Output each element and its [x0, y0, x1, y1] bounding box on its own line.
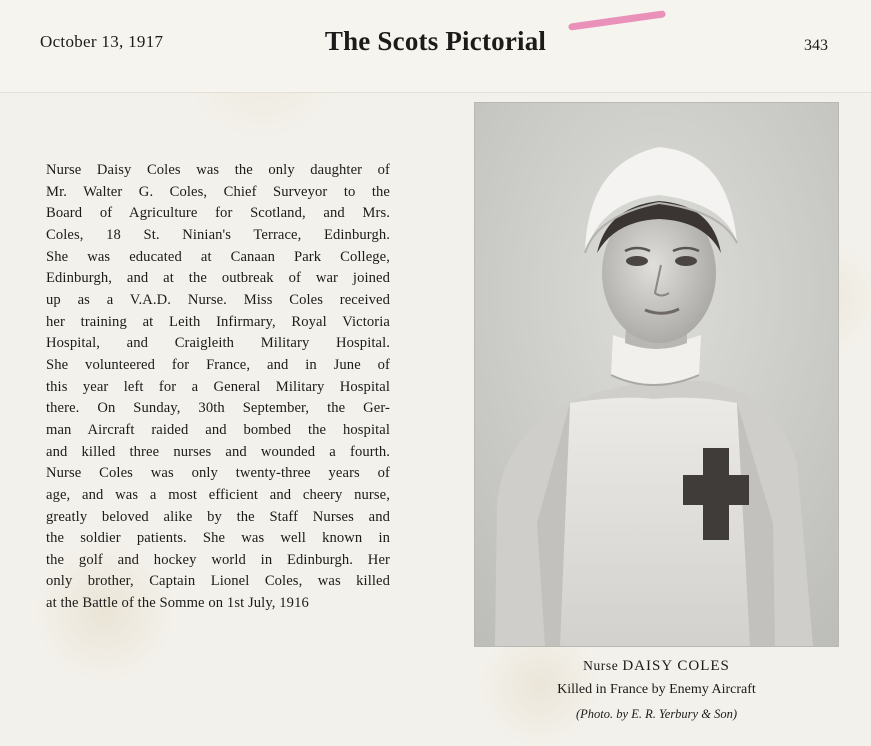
- caption-person-name: DAISY COLES: [622, 658, 730, 674]
- issue-date: October 13, 1917: [40, 32, 164, 51]
- article-line: the golf and hockey world in Edinburgh. Her: [46, 551, 390, 568]
- portrait-illustration: [475, 103, 838, 646]
- article-line: age, and was a most efficient and cheery nurse,: [46, 486, 390, 503]
- article-line: her training at Leith Infirmary, Royal Victoria: [46, 313, 390, 330]
- article-line: up as a V.A.D. Nurse. Miss Coles received: [46, 291, 390, 308]
- article-line: She volunteered for France, and in June of: [46, 356, 390, 373]
- caption-prefix: Nurse: [583, 658, 623, 673]
- newspaper-title: The Scots Pictorial: [324, 26, 547, 56]
- article-line: Nurse Daisy Coles was the only daughter of: [46, 162, 390, 178]
- caption-killed: Killed in France by Enemy Aircraft: [557, 682, 756, 697]
- article-line: there. On Sunday, 30th September, the Ger-: [46, 400, 390, 417]
- article-line: Board of Agriculture for Scotland, and Mrs.: [46, 205, 390, 222]
- photo-credit: (Photo. by E. R. Yerbury & Son): [576, 707, 737, 721]
- article-line: this year left for a General Military Hospital: [46, 378, 390, 395]
- article-line: only brother, Captain Lionel Coles, was killed: [46, 573, 390, 590]
- article-line: She was educated at Canaan Park College,: [46, 248, 390, 265]
- article-line: Nurse Coles was only twenty-three years of: [46, 465, 390, 482]
- caption-name: [475, 658, 838, 675]
- obituary-article: [46, 160, 390, 615]
- article-line: and killed three nurses and wounded a fourth.: [46, 443, 390, 460]
- article-line: at the Battle of the Somme on 1st July, 1916: [46, 595, 309, 612]
- article-line: greatly beloved alike by the Staff Nurses and: [46, 508, 390, 525]
- article-line: the soldier patients. She was well known in: [46, 530, 390, 547]
- nurse-portrait-photo: [475, 103, 838, 646]
- article-line: man Aircraft raided and bombed the hospital: [46, 421, 390, 438]
- masthead: [0, 0, 871, 93]
- article-line: Coles, 18 St. Ninian's Terrace, Edinburgh.: [46, 226, 390, 243]
- article-line: Mr. Walter G. Coles, Chief Surveyor to the: [46, 183, 390, 200]
- article-line: Hospital, and Craigleith Military Hospital.: [46, 335, 390, 352]
- article-line: Edinburgh, and at the outbreak of war joined: [46, 270, 390, 287]
- page-number: 343: [804, 37, 828, 54]
